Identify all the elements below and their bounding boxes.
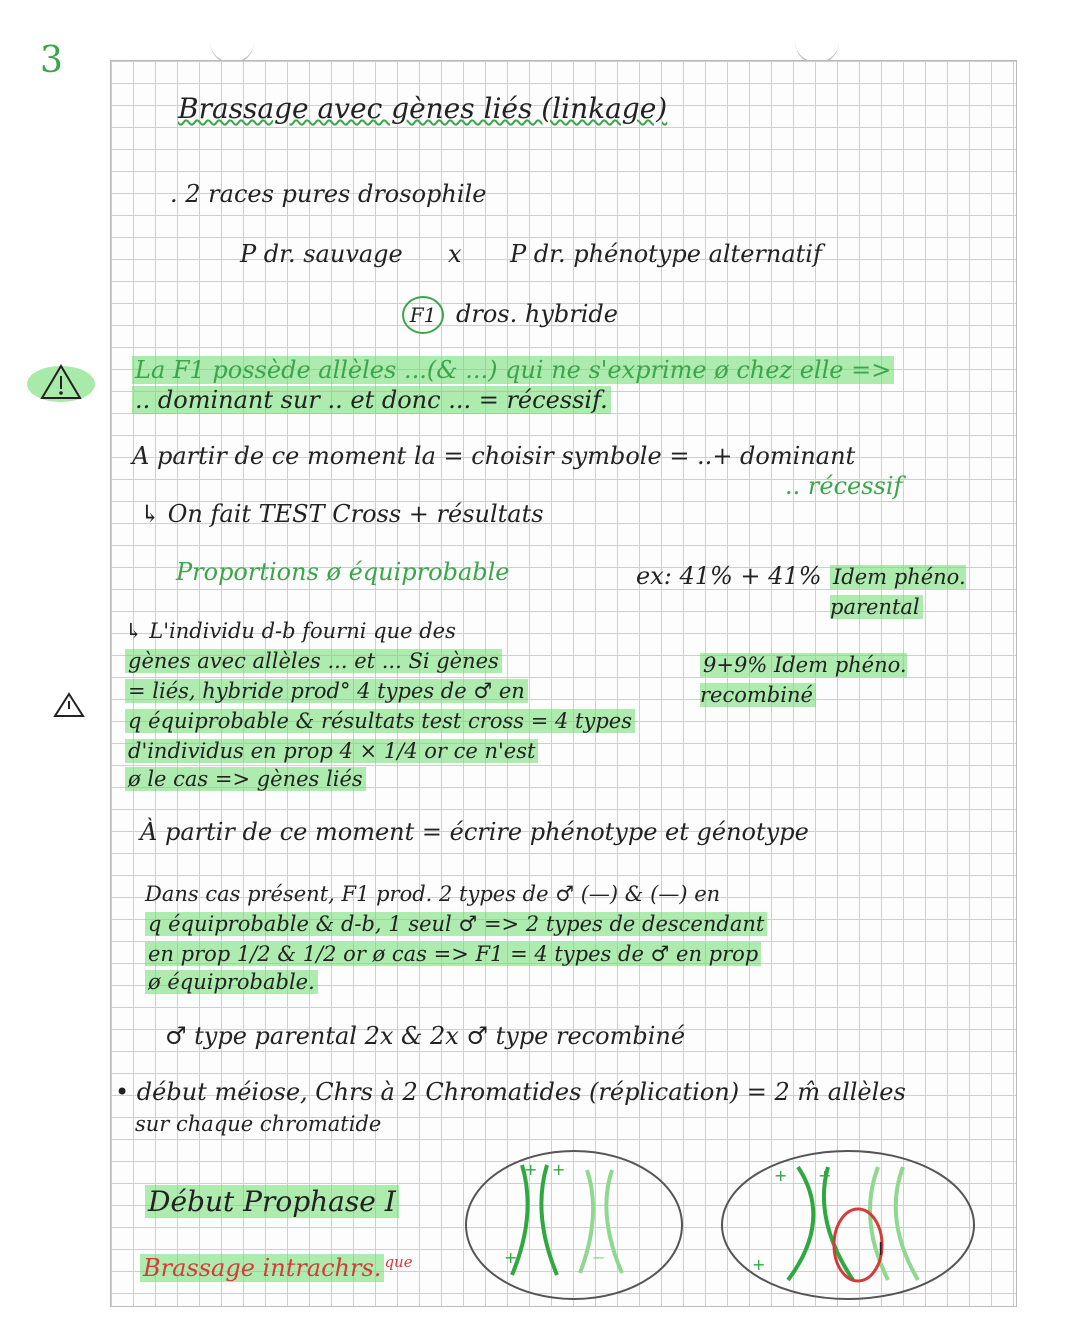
test-cross-line: ↳ On fait TEST Cross + résultats <box>140 500 544 528</box>
warning-small-icon <box>52 690 86 720</box>
diagram-minus-1: − <box>592 1248 606 1267</box>
types-line: ♂ type parental 2x & 2x ♂ type recombiné <box>165 1022 686 1050</box>
line-races: . 2 races pures drosophile <box>170 180 487 208</box>
f1-circle: F1 <box>402 296 444 334</box>
f1-label: dros. hybride <box>456 300 618 328</box>
alert-line-2: .. dominant sur .. et donc ... = récessif. <box>132 386 611 414</box>
symbol-line: A partir de ce moment la = choisir symbole = ..+ dominant <box>132 442 856 470</box>
para1-line-6: ø le cas => gènes liés <box>125 765 366 793</box>
note-title: Brassage avec gènes liés (linkage) <box>178 92 668 125</box>
para2-line-1: Dans cas présent, F1 prod. 2 types de ♂ (—) & (—) en <box>145 882 721 906</box>
cross-sign: x <box>448 240 462 268</box>
para2-line-3: en prop 1/2 & 1/2 or ø cas => F1 = 4 types de ♂ en prop <box>145 940 761 968</box>
diagram-plus-2: + <box>552 1160 566 1179</box>
brassage-label: Brassage intrachrs. $^{que}$ <box>140 1248 413 1282</box>
idem-recombine: 9+9% Idem phéno. recombiné <box>700 653 907 707</box>
diagram-plus-6: + <box>752 1255 766 1274</box>
symbol-recessif: .. récessif <box>785 472 903 500</box>
diagram-plus-5: + <box>818 1166 832 1185</box>
para1-line-5: d'individus en prop 4 × 1/4 or ce n'est <box>125 737 538 765</box>
cross-left: P dr. sauvage <box>240 240 403 268</box>
diagram-cross-mark: I <box>878 1239 884 1260</box>
proportions-example: ex: 41% + 41% <box>636 562 822 590</box>
meiose-line-1: • début méiose, Chrs à 2 Chromatides (réplication) = 2 m̂ allèles <box>115 1078 906 1106</box>
diagram-plus-1: + <box>524 1160 538 1179</box>
cross-right: P dr. phénotype alternatif <box>510 240 822 268</box>
warning-icon <box>26 360 96 406</box>
genotype-line: À partir de ce moment = écrire phénotype et génotype <box>140 818 809 846</box>
alert-line-1: La F1 possède allèles ...(& ...) qui ne s'exprime ø chez elle => <box>132 356 894 384</box>
meiose-line-2: sur chaque chromatide <box>135 1112 382 1136</box>
chromosome-diagram-left <box>462 1145 687 1305</box>
para2-line-2: q équiprobable & d-b, 1 seul ♂ => 2 types de descendant <box>145 910 767 938</box>
idem-parental: Idem phéno. parental <box>830 565 966 619</box>
brassage-superscript: que <box>384 1253 413 1271</box>
diagram-plus-4: + <box>774 1166 788 1185</box>
para2-line-4: ø équiprobable. <box>145 968 318 996</box>
chromosome-diagram-right <box>718 1145 980 1305</box>
page-number: 3 <box>40 40 63 81</box>
para1-line-3: = liés, hybride prod° 4 types de ♂ en <box>125 677 528 705</box>
proportions-label: Proportions ø équiprobable <box>176 558 510 586</box>
para1-line-2: gènes avec allèles ... et ... Si gènes <box>125 647 502 675</box>
para1-line-1: ↳ L'individu d-b fourni que des <box>125 619 456 643</box>
para1-line-4: q équiprobable & résultats test cross = 4 types <box>125 707 635 735</box>
diagram-plus-3: + <box>504 1248 518 1267</box>
prophase-label: Début Prophase I <box>145 1188 399 1216</box>
